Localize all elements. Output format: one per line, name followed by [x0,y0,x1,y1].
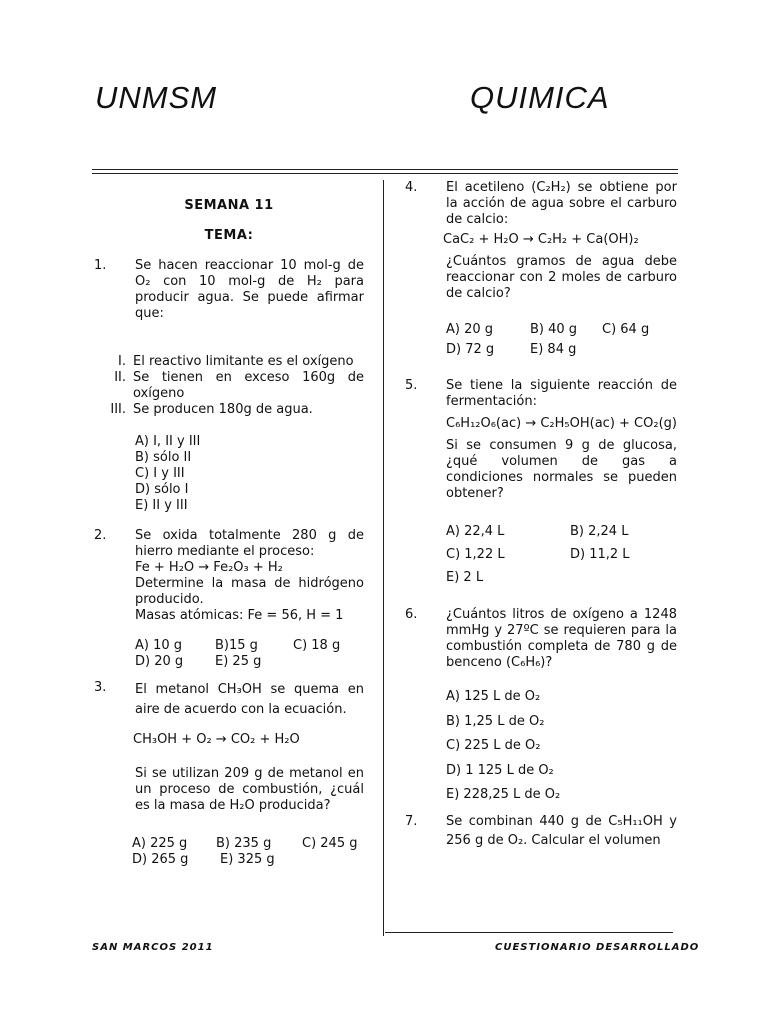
statement-item: II. Se tienen en exceso 160g de oxígeno [114,370,364,401]
answer-options [132,836,364,868]
footer-right: CUESTIONARIO DESARROLLADO [495,942,700,953]
answer-option: D) 72 g [446,342,495,357]
question-text: Si se consumen 9 g de glucosa, ¿qué volumen de gas a condiciones normales se pueden obtener? [446,438,677,501]
answer-option: A) I, II y III [135,434,201,449]
statements-list [94,354,364,418]
question-text: Se combinan 440 g de C₅H₁₁OH y 256 g de O₂. Calcular el volumen [446,813,677,848]
semana-heading: SEMANA 11 [184,198,274,213]
question-3 [94,680,364,720]
answer-option: D) sólo I [135,482,189,497]
answer-option: D) 20 g [135,654,184,669]
answer-option: B) 235 g [216,836,272,851]
question-text: ¿Cuántos litros de oxígeno a 1248 mmHg y 27ºC se requieren para la combustión completa de 780 g de benceno (C₆H₆)? [446,607,677,670]
answer-option: E) 2 L [446,570,484,585]
answer-option: D) 11,2 L [570,547,630,562]
question-number: 5. [405,378,418,393]
answer-options [446,320,677,360]
footer-left: SAN MARCOS 2011 [92,942,214,953]
statement-item: I. El reactivo limitante es el oxígeno [118,354,354,369]
answer-option: C) 245 g [302,836,358,851]
answer-option: B) 2,24 L [570,524,629,539]
question-text: Se tiene la siguiente reacción de fermentación: [446,378,677,409]
question-text: Determine la masa de hidrógeno producido. [135,576,364,607]
question-text: Se hacen reaccionar 10 mol-g de O₂ con 10 mol-g de H₂ para producir agua. Se puede afirmar que: [135,258,364,321]
atomic-masses: Masas atómicas: Fe = 56, H = 1 [135,608,344,623]
question-text: Se oxida totalmente 280 g de hierro mediante el proceso: [135,528,364,559]
question-4 [405,180,677,228]
equation: CaC₂ + H₂O → C₂H₂ + Ca(OH)₂ [443,232,639,247]
left-column [94,198,364,868]
header-rule-bottom [92,173,678,174]
right-column [405,180,677,850]
question-1 [94,258,364,322]
column-divider [383,180,384,936]
question-text: Si se utilizan 209 g de metanol en un proceso de combustión, ¿cuál es la masa de H₂O producida? [135,766,364,813]
answer-option: D) 1 125 L de O₂ [446,762,554,778]
answer-option: B)15 g [215,638,258,653]
footer-rule [385,932,673,933]
header-rule-top [92,169,678,170]
question-6 [405,607,677,671]
question-text: ¿Cuántos gramos de agua debe reaccionar con 2 moles de carburo de calcio? [446,254,677,301]
answer-option: A) 125 L de O₂ [446,689,541,704]
answer-options [135,638,364,670]
answer-option: B) 40 g [530,322,578,337]
tema-heading: TEMA: [204,228,254,243]
header-right-title: QUIMICA [470,80,610,115]
answer-option: A) 10 g [135,638,183,653]
answer-option: E) 228,25 L de O₂ [446,787,561,802]
question-number: 7. [405,813,418,829]
question-number: 3. [94,680,107,695]
question-number: 4. [405,180,418,195]
question-text: El acetileno (C₂H₂) se obtiene por la acción de agua sobre el carburo de calcio: [446,180,677,227]
answer-option: C) 64 g [602,322,650,337]
equation: CH₃OH + O₂ → CO₂ + H₂O [133,732,300,747]
answer-option: E) II y III [135,498,188,513]
answer-option: C) 1,22 L [446,547,505,562]
answer-option: A) 22,4 L [446,524,505,539]
answer-option: B) 1,25 L de O₂ [446,713,545,729]
answer-option: A) 225 g [132,836,188,851]
answer-option: D) 265 g [132,852,189,867]
answer-option: C) 18 g [293,638,341,653]
answer-option: E) 325 g [220,852,275,867]
question-text: El metanol CH₃OH se quema en aire de acuerdo con la ecuación. [135,682,364,717]
answer-options [446,520,677,589]
equation: Fe + H₂O → Fe₂O₃ + H₂ [135,560,283,575]
header-left-title: UNMSM [95,80,218,115]
answer-option: B) sólo II [135,450,192,465]
question-number: 1. [94,258,107,273]
question-number: 6. [405,607,418,622]
statement-item: III. Se producen 180g de agua. [110,402,313,417]
answer-options [135,434,364,514]
question-5 [405,378,677,502]
equation: C₆H₁₂O₆(ac) → C₂H₅OH(ac) + CO₂(g) [446,416,677,431]
answer-option: C) I y III [135,466,185,481]
answer-options [446,685,677,808]
answer-option: E) 25 g [215,654,262,669]
question-7 [405,812,677,850]
answer-option: C) 225 L de O₂ [446,738,541,753]
answer-option: E) 84 g [530,342,577,357]
answer-option: A) 20 g [446,322,494,337]
question-number: 2. [94,528,107,543]
question-2 [94,528,364,624]
